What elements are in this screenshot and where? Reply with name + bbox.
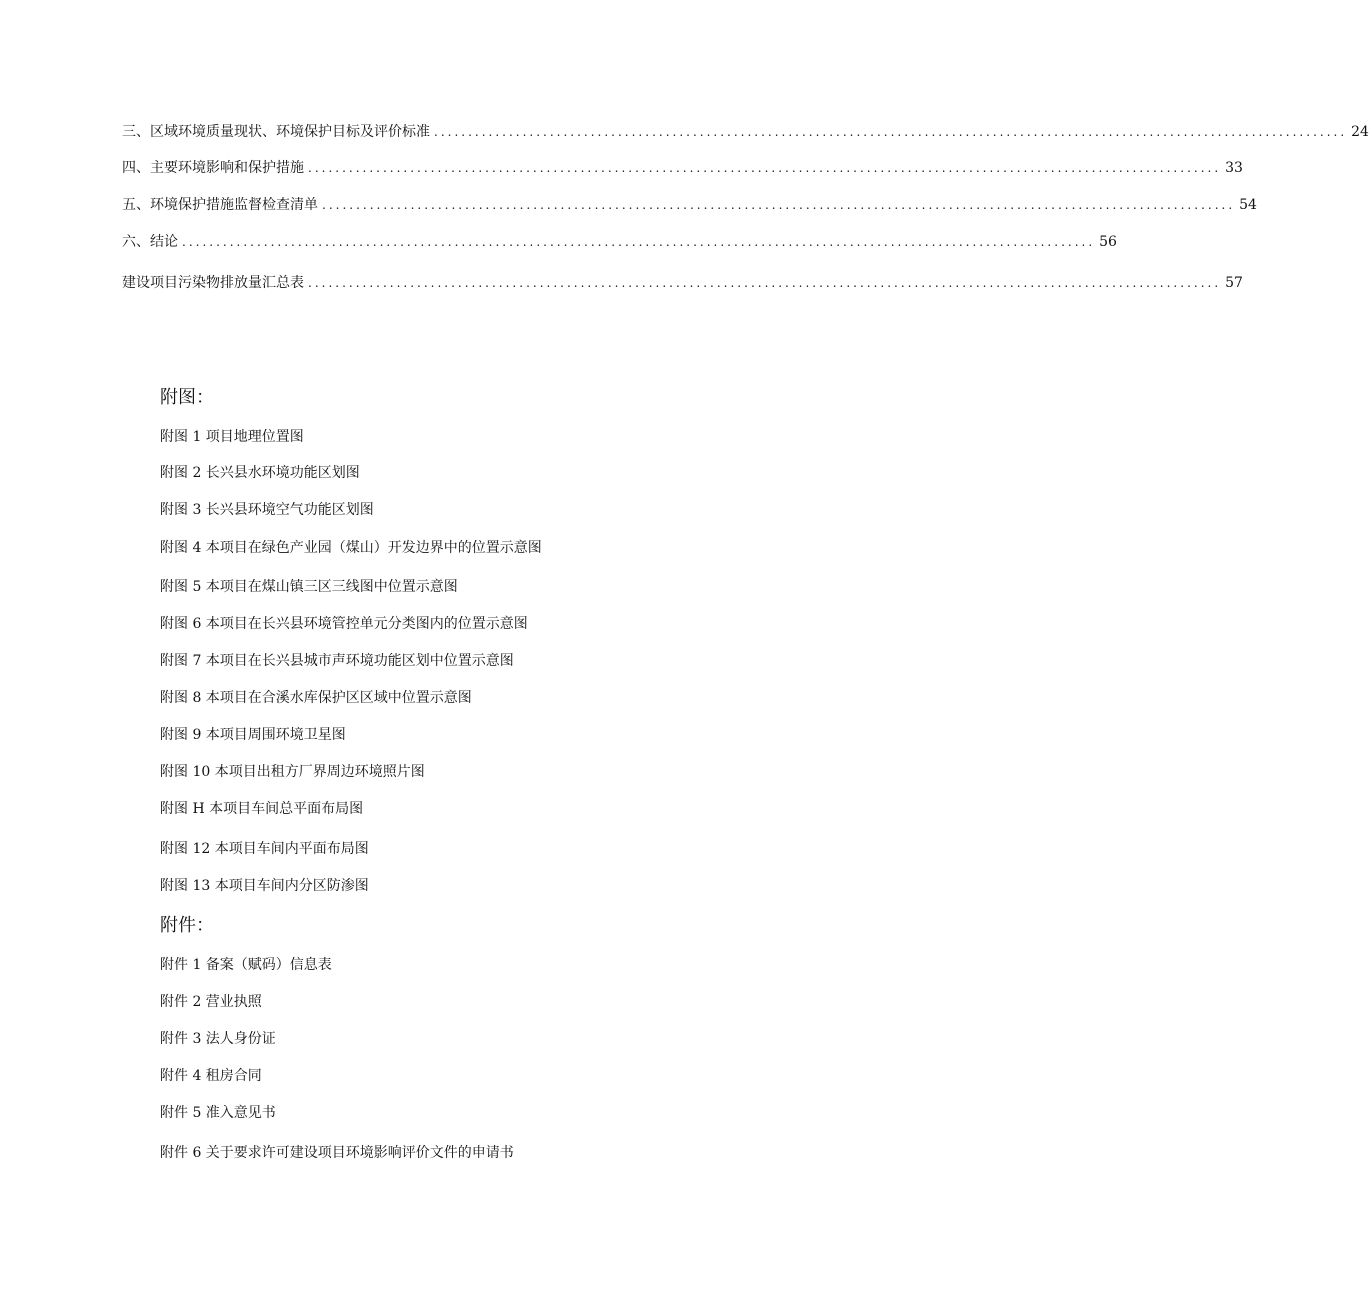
toc-entry[interactable]: [122, 194, 1257, 216]
figure-item: 附图 8 本项目在合溪水库保护区区域中位置示意图: [160, 690, 472, 706]
figure-item: 附图 12 本项目车间内平面布局图: [160, 841, 369, 857]
attachment-item: 附件 1 备案（赋码）信息表: [160, 957, 332, 973]
toc-entry-title: 六、结论: [122, 234, 178, 250]
figure-item: 附图 5 本项目在煤山镇三区三线图中位置示意图: [160, 579, 458, 595]
figure-item: 附图 10 本项目出租方厂界周边环境照片图: [160, 764, 425, 780]
figure-item: 附图 3 长兴县环境空气功能区划图: [160, 502, 374, 518]
toc-entry-title: 三、区域环境质量现状、环境保护目标及评价标准: [122, 124, 430, 140]
toc-entry-title: 建设项目污染物排放量汇总表: [122, 275, 304, 291]
toc-entry[interactable]: [122, 231, 1117, 253]
toc-entry[interactable]: [122, 121, 1369, 143]
toc-entry-page: 33: [1225, 160, 1243, 176]
figure-item: 附图 1 项目地理位置图: [160, 429, 304, 445]
figure-item: 附图 4 本项目在绿色产业园（煤山）开发边界中的位置示意图: [160, 540, 542, 556]
attachment-item: 附件 6 关于要求许可建设项目环境影响评价文件的申请书: [160, 1145, 514, 1161]
toc-leader-dots: ......................................................................................................................................: [434, 125, 1348, 139]
figures-heading: 附图：: [160, 387, 214, 408]
toc-entry[interactable]: [122, 157, 1243, 179]
figure-item: 附图 13 本项目车间内分区防渗图: [160, 878, 369, 894]
attachment-item: 附件 5 准入意见书: [160, 1105, 276, 1121]
toc-entry-page: 24: [1351, 124, 1369, 140]
figure-item: 附图 9 本项目周围环境卫星图: [160, 727, 346, 743]
figure-item: 附图 7 本项目在长兴县城市声环境功能区划中位置示意图: [160, 653, 514, 669]
toc-leader-dots: ......................................................................................................................................: [308, 161, 1222, 175]
attachments-heading: 附件：: [160, 915, 214, 936]
attachment-item: 附件 2 营业执照: [160, 994, 262, 1010]
toc-entry-page: 57: [1225, 275, 1243, 291]
attachment-item: 附件 3 法人身份证: [160, 1031, 276, 1047]
toc-leader-dots: ......................................................................................................................................: [182, 235, 1096, 249]
toc-entry[interactable]: [122, 272, 1243, 294]
figure-item: 附图 H 本项目车间总平面布局图: [160, 801, 364, 817]
toc-entry-page: 54: [1239, 197, 1257, 213]
toc-entry-page: 56: [1099, 234, 1117, 250]
toc-leader-dots: ......................................................................................................................................: [308, 276, 1222, 290]
toc-entry-title: 四、主要环境影响和保护措施: [122, 160, 304, 176]
toc-entry-title: 五、环境保护措施监督检查清单: [122, 197, 318, 213]
figure-item: 附图 2 长兴县水环境功能区划图: [160, 465, 360, 481]
attachment-item: 附件 4 租房合同: [160, 1068, 262, 1084]
toc-leader-dots: ......................................................................................................................................: [322, 198, 1236, 212]
figure-item: 附图 6 本项目在长兴县环境管控单元分类图内的位置示意图: [160, 616, 528, 632]
